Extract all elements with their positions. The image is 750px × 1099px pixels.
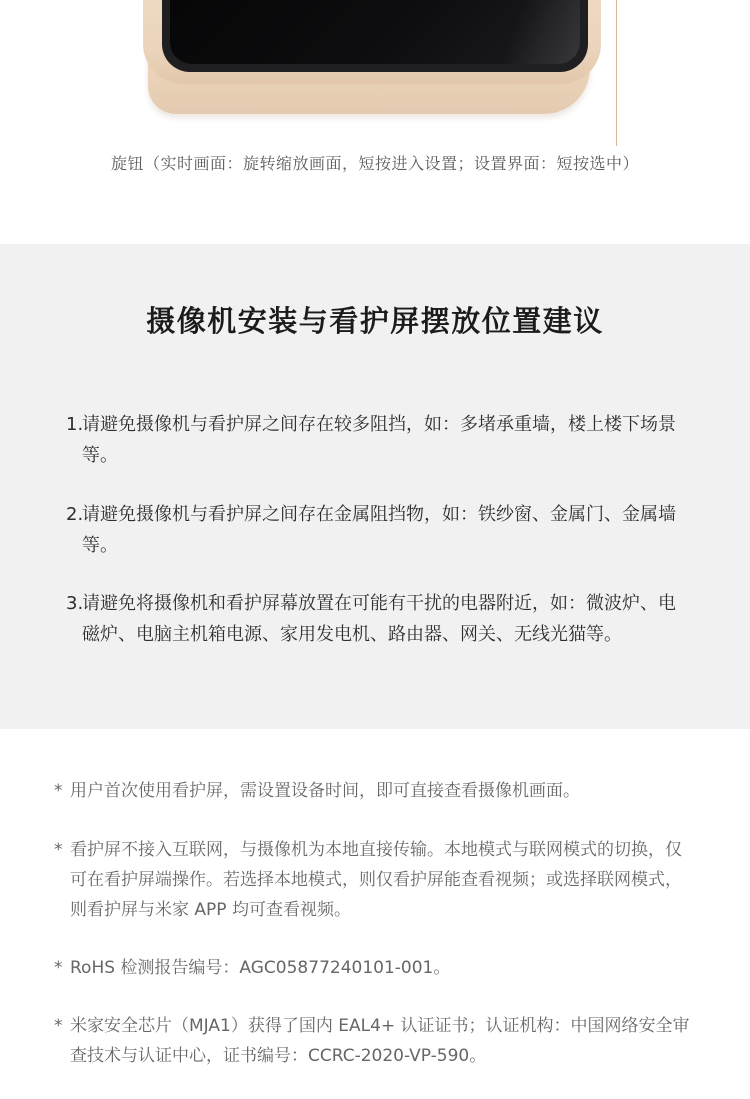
- item-number: 2.: [66, 504, 84, 525]
- section-title: 摄像机安装与看护屏摆放位置建议: [146, 304, 604, 338]
- device-illustration: [0, 0, 750, 150]
- item-text: 请避免摄像机与看护屏之间存在金属阻挡物，如：铁纱窗、金属门、金属墙等。: [82, 504, 676, 556]
- footnote-security-chip: [54, 1011, 694, 1071]
- footnote-local-mode: [54, 835, 694, 925]
- item-text: 请避免摄像机与看护屏之间存在较多阻挡，如：多堵承重墙，楼上楼下场景等。: [82, 414, 676, 466]
- asterisk-mark: *: [54, 781, 63, 801]
- knob-leader-line: [616, 0, 617, 146]
- screen-glare: [500, 0, 580, 64]
- recommendation-item-1: [66, 409, 691, 471]
- footnote-text: RoHS 检测报告编号：AGC05877240101-001。: [70, 958, 451, 978]
- footnote-rohs: [54, 953, 694, 983]
- item-text: 请避免将摄像机和看护屏幕放置在可能有干扰的电器附近，如：微波炉、电磁炉、电脑主机箱电源、家用发电机、路由器、网关、无线光猫等。: [82, 593, 676, 645]
- recommendation-item-2: [66, 499, 691, 561]
- knob-caption: 旋钮（实时画面：旋转缩放画面，短按进入设置；设置界面：短按选中）: [110, 154, 639, 173]
- asterisk-mark: *: [54, 1016, 63, 1036]
- placement-recommendation-section: [0, 244, 750, 729]
- footnote-text: 用户首次使用看护屏，需设置设备时间，即可直接查看摄像机画面。: [70, 781, 580, 801]
- footnote-text: 米家安全芯片（MJA1）获得了国内 EAL4+ 认证证书；认证机构：中国网络安全审查技术与认证中心，证书编号：CCRC-2020-VP-590。: [70, 1016, 690, 1066]
- asterisk-mark: *: [54, 958, 63, 978]
- footnotes: [0, 729, 750, 1099]
- footnote-text: 看护屏不接入互联网，与摄像机为本地直接传输。本地模式与联网模式的切换，仅可在看护屏端操作。若选择本地模式，则仅看护屏能查看视频；或选择联网模式，则看护屏与米家 APP 均可查看视频。: [70, 840, 682, 920]
- recommendation-item-3: [66, 588, 691, 650]
- footnote-time-setup: [54, 776, 694, 806]
- asterisk-mark: *: [54, 840, 63, 860]
- item-number: 1.: [66, 414, 84, 435]
- item-number: 3.: [66, 593, 84, 614]
